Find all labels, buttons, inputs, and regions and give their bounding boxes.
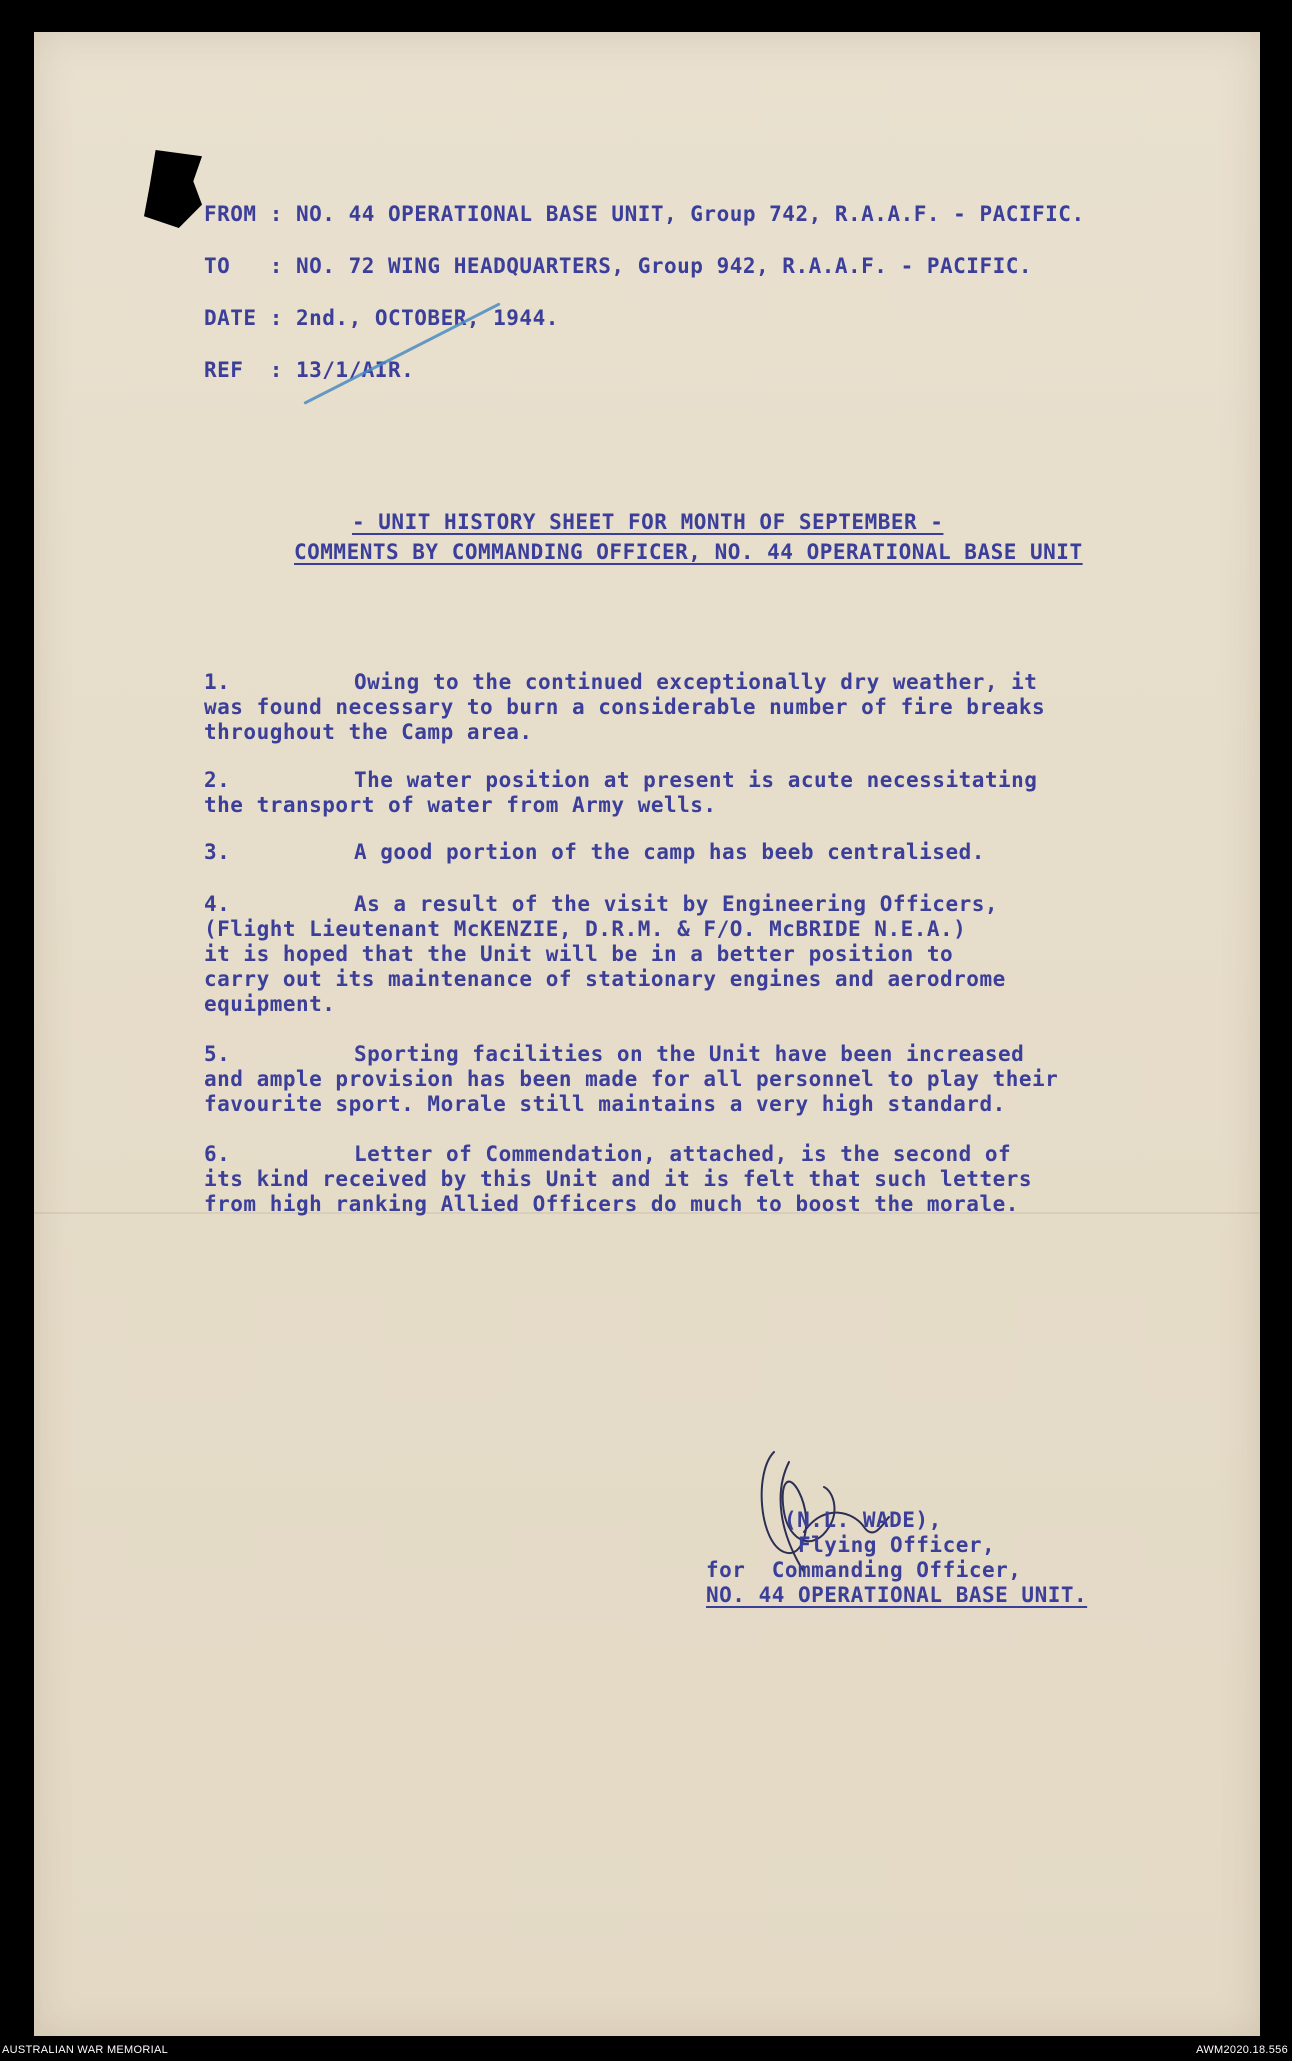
- signatory-rank: Flying Officer,: [798, 1533, 996, 1557]
- paragraph-number: 4.: [204, 892, 231, 916]
- paragraph-text: favourite sport. Morale still maintains a very high standard.: [204, 1092, 1006, 1116]
- paragraph-text: and ample provision has been made for all personnel to play their: [204, 1067, 1059, 1091]
- footer-accession: AWM2020.18.556: [1196, 2044, 1288, 2056]
- document-page: [34, 32, 1260, 2036]
- paragraph-number: 2.: [204, 768, 231, 792]
- paragraph-text: the transport of water from Army wells.: [204, 793, 717, 817]
- from-line: FROM : NO. 44 OPERATIONAL BASE UNIT, Group 742, R.A.A.F. - PACIFIC.: [204, 202, 1085, 226]
- paragraph-text: equipment.: [204, 992, 336, 1016]
- paragraph-number: 6.: [204, 1142, 231, 1166]
- paragraph-number: 1.: [204, 670, 231, 694]
- paragraph-text: Letter of Commendation, attached, is the second of: [354, 1142, 1012, 1166]
- paragraph-5: [204, 1042, 1214, 1117]
- paragraph-text: throughout the Camp area.: [204, 720, 533, 744]
- paragraph-3: [204, 840, 1214, 865]
- to-line: TO : NO. 72 WING HEADQUARTERS, Group 942, R.A.A.F. - PACIFIC.: [204, 254, 1033, 278]
- paragraph-number: 3.: [204, 840, 231, 864]
- paragraph-text: it is hoped that the Unit will be in a better position to: [204, 942, 954, 966]
- paragraph-text: The water position at present is acute necessitating: [354, 768, 1038, 792]
- title-line-1: - UNIT HISTORY SHEET FOR MONTH OF SEPTEMBER -: [352, 510, 944, 534]
- paragraph-text: was found necessary to burn a considerable number of fire breaks: [204, 695, 1046, 719]
- paragraph-text: Owing to the continued exceptionally dry weather, it: [354, 670, 1038, 694]
- ref-line: REF : 13/1/AIR.: [204, 358, 415, 382]
- title-line-2: COMMENTS BY COMMANDING OFFICER, NO. 44 OPERATIONAL BASE UNIT: [294, 540, 1083, 564]
- signatory-name: (N.L. WADE),: [784, 1508, 942, 1532]
- signatory-for: for Commanding Officer,: [706, 1558, 1022, 1582]
- paragraph-text: A good portion of the camp has beeb centralised.: [354, 840, 985, 864]
- paragraph-text: As a result of the visit by Engineering Officers,: [354, 892, 999, 916]
- paragraph-text: carry out its maintenance of stationary engines and aerodrome: [204, 967, 1006, 991]
- paragraph-1: [204, 670, 1214, 745]
- signature-block: [706, 1508, 1087, 1608]
- paragraph-text: Sporting facilities on the Unit have been increased: [354, 1042, 1025, 1066]
- paragraph-number: 5.: [204, 1042, 231, 1066]
- paragraph-text: its kind received by this Unit and it is felt that such letters: [204, 1167, 1033, 1191]
- paragraph-text: from high ranking Allied Officers do much to boost the morale.: [204, 1192, 1019, 1216]
- paragraph-2: [204, 768, 1214, 818]
- footer-source: AUSTRALIAN WAR MEMORIAL: [2, 2044, 169, 2056]
- paragraph-6: [204, 1142, 1214, 1217]
- torn-corner: [144, 150, 202, 228]
- paragraph-4: [204, 892, 1214, 1017]
- date-line: DATE : 2nd., OCTOBER, 1944.: [204, 306, 559, 330]
- paragraph-text: (Flight Lieutenant McKENZIE, D.R.M. & F/O. McBRIDE N.E.A.): [204, 917, 967, 941]
- signatory-unit: NO. 44 OPERATIONAL BASE UNIT.: [706, 1583, 1088, 1607]
